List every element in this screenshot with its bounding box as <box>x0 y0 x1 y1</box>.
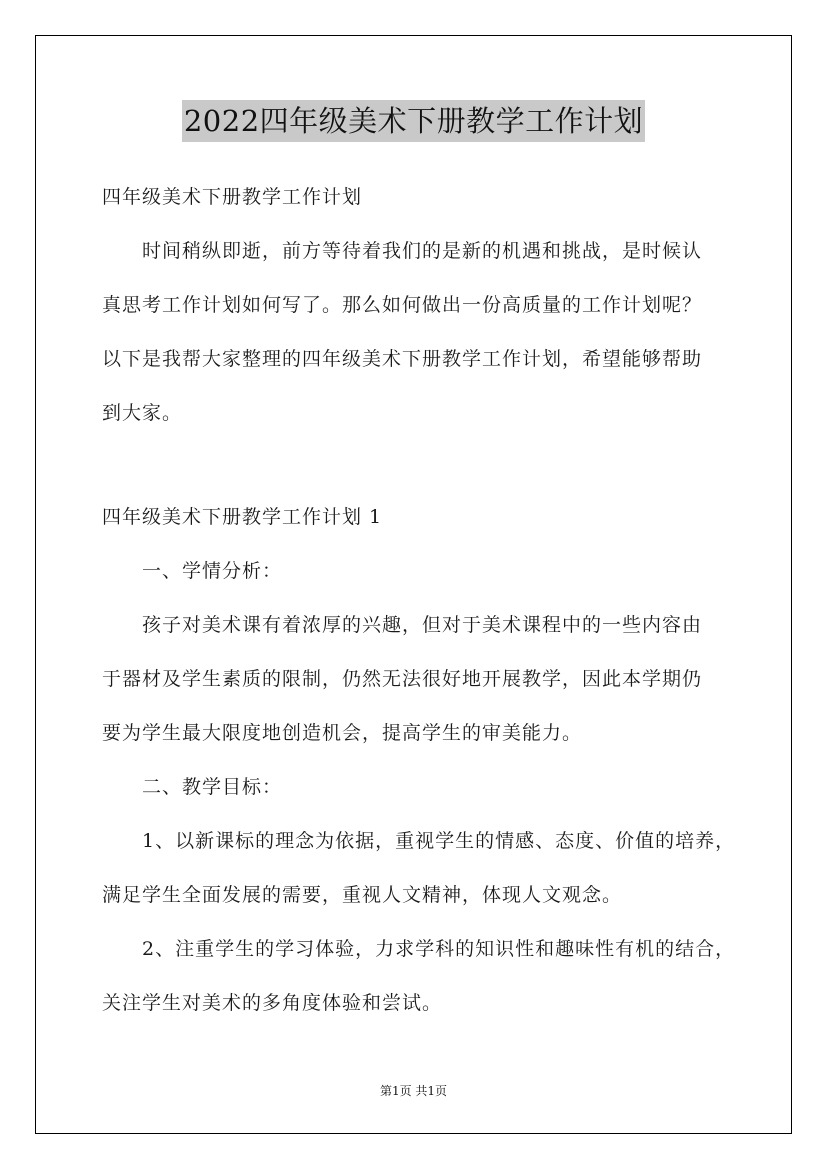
title-container <box>0 100 827 142</box>
paragraph-spacer <box>102 440 727 490</box>
page-footer: 第1页 共1页 <box>379 1084 448 1098</box>
intro-line: 到大家。 <box>102 402 183 424</box>
goal-1-line: 1、以新课标的理念为依据，重视学生的情感、态度、价值的培养， <box>142 830 736 852</box>
document-subtitle: 四年级美术下册教学工作计划 <box>102 186 363 208</box>
goal-2-line: 2、注重学生的学习体验，力求学科的知识性和趣味性有机的结合， <box>142 938 736 960</box>
intro-line: 真思考工作计划如何写了。那么如何做出一份高质量的工作计划呢？ <box>102 294 703 316</box>
section-title: 四年级美术下册教学工作计划 1 <box>102 506 383 528</box>
analysis-line: 要为学生最大限度地创造机会，提高学生的审美能力。 <box>102 722 583 744</box>
heading-goals: 二、教学目标： <box>142 776 283 798</box>
analysis-line: 于器材及学生素质的限制，仍然无法很好地开展教学，因此本学期仍 <box>102 668 703 690</box>
analysis-line: 孩子对美术课有着浓厚的兴趣，但对于美术课程中的一些内容由 <box>142 614 703 636</box>
intro-line: 时间稍纵即逝，前方等待着我们的是新的机遇和挑战，是时候认 <box>142 240 703 262</box>
intro-line: 以下是我帮大家整理的四年级美术下册教学工作计划，希望能够帮助 <box>102 348 703 370</box>
heading-analysis: 一、学情分析： <box>142 560 283 582</box>
document-body <box>102 170 736 1030</box>
goal-1-line: 满足学生全面发展的需要，重视人文精神，体现人文观念。 <box>102 884 623 906</box>
document-title: 2022四年级美术下册教学工作计划 <box>182 100 645 142</box>
goal-2-line: 关注学生对美术的多角度体验和尝试。 <box>102 992 443 1014</box>
